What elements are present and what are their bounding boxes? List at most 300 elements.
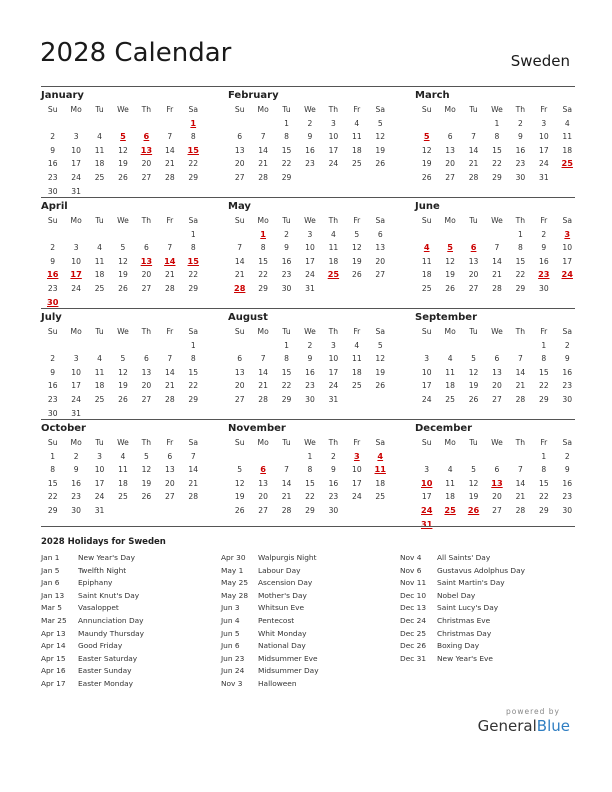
day-cell: 12: [375, 354, 386, 364]
calendar-grid: [41, 86, 575, 530]
day-cell: 24: [351, 492, 362, 502]
day-cell: 15: [188, 367, 199, 377]
weekday-header: Su: [234, 327, 245, 336]
day-cell: 6: [143, 243, 149, 253]
day-cell: 10: [305, 243, 315, 253]
day-cell: 14: [515, 478, 526, 488]
day-cell: 17: [562, 256, 573, 266]
day-cell: 31: [71, 408, 81, 418]
day-cell: 16: [562, 478, 573, 488]
weekday-header: Su: [47, 438, 58, 447]
weekday-header: Th: [515, 327, 526, 336]
day-cell: 17: [71, 381, 81, 391]
day-cell: 11: [118, 465, 128, 475]
day-cell: 22: [538, 492, 549, 502]
month-row: [41, 419, 575, 530]
day-cell: 13: [445, 145, 455, 155]
day-cell: 1: [190, 340, 196, 350]
holiday-item: [221, 565, 319, 578]
day-cell: 20: [468, 270, 479, 280]
day-cell: 2: [541, 229, 547, 239]
holiday-date: Mar 5: [41, 603, 62, 613]
holiday-item: [41, 602, 144, 615]
holiday-item: [400, 590, 525, 603]
day-cell: 8: [284, 354, 289, 364]
month-april: [41, 198, 205, 309]
holiday-date: Apr 13: [41, 628, 66, 638]
day-cell: 28: [188, 492, 199, 502]
day-cell: 8: [284, 132, 289, 142]
holiday-date: Nov 6: [400, 565, 422, 575]
holiday-date: Apr 30: [221, 553, 246, 562]
day-cell: 9: [517, 132, 523, 142]
day-cell: 16: [538, 256, 549, 266]
day-cell: 3: [73, 132, 79, 142]
holiday-item: [400, 577, 525, 590]
day-cell: 1: [50, 451, 56, 461]
weekday-header: Th: [141, 105, 152, 114]
day-cell: 5: [354, 229, 360, 239]
empty-cell: [438, 339, 461, 353]
day-cell: 28: [515, 505, 526, 515]
day-cell: 21: [188, 478, 199, 488]
holiday-item: [41, 628, 144, 641]
month-december: [415, 420, 579, 531]
holiday-item: [221, 602, 319, 615]
weekday-header: Th: [328, 438, 339, 447]
holiday-name: Annunciation Day: [78, 615, 144, 625]
weekday-header: Sa: [375, 105, 385, 114]
holiday-name: Vasaloppet: [78, 603, 119, 613]
day-cell: 16: [562, 367, 573, 377]
day-cell: 9: [330, 465, 336, 475]
empty-cell: [509, 450, 532, 464]
day-cell: 18: [328, 256, 339, 266]
weekday-header: We: [117, 105, 129, 114]
holiday-date: May 28: [221, 590, 249, 600]
empty-cell: [88, 339, 111, 353]
day-cell: 29: [492, 172, 502, 182]
month-march: [415, 87, 579, 185]
day-cell: 17: [538, 145, 549, 155]
day-grid: [415, 436, 579, 531]
day-cell: 29: [188, 283, 199, 293]
day-cell: 28: [281, 505, 292, 515]
holiday-date: Jun 4: [221, 615, 240, 625]
day-cell: 16: [515, 145, 526, 155]
holiday-item: [400, 640, 525, 653]
holiday-item: [221, 665, 319, 678]
day-cell: 30: [47, 186, 58, 196]
day-cell: 20: [258, 492, 268, 502]
day-cell: 1: [494, 118, 500, 128]
empty-cell: [111, 339, 134, 353]
weekday-header: Th: [328, 327, 339, 336]
day-cell: 24: [421, 394, 432, 404]
holiday-date: Nov 4: [400, 553, 422, 562]
brand-logo: [478, 707, 570, 735]
day-grid: [41, 325, 205, 420]
day-cell: 16: [305, 367, 315, 377]
holiday-item: [41, 565, 144, 578]
day-cell: 30: [538, 283, 549, 293]
day-cell: 14: [515, 367, 526, 377]
weekday-header: Su: [47, 105, 58, 114]
day-cell: 12: [445, 256, 455, 266]
day-cell: 2: [564, 451, 570, 461]
day-cell: 16: [305, 145, 315, 155]
empty-cell: [251, 117, 274, 131]
day-cell: 4: [97, 354, 102, 364]
holiday-day-cell: 28: [234, 282, 246, 293]
holiday-name: Saint Martin's Day: [437, 578, 505, 588]
day-cell: 3: [330, 118, 336, 128]
day-cell: 1: [284, 118, 289, 128]
weekday-header: Tu: [469, 216, 478, 225]
day-cell: 18: [445, 381, 455, 391]
month-november: [228, 420, 392, 518]
month-name: December: [415, 423, 473, 434]
day-cell: 29: [305, 505, 315, 515]
day-cell: 25: [351, 159, 362, 169]
day-cell: 2: [307, 340, 313, 350]
day-cell: 5: [377, 340, 383, 350]
month-name: March: [415, 90, 450, 101]
day-cell: 9: [50, 145, 56, 155]
month-name: May: [228, 201, 251, 212]
day-cell: 20: [141, 381, 152, 391]
weekday-header: Sa: [188, 327, 198, 336]
day-cell: 3: [330, 340, 336, 350]
day-cell: 15: [515, 256, 526, 266]
page-title: 2028 Calendar: [40, 38, 232, 68]
holiday-name: Boxing Day: [437, 641, 480, 651]
holiday-day-cell: 15: [187, 144, 199, 155]
weekday-header: Tu: [282, 327, 291, 336]
empty-cell: [462, 450, 485, 464]
day-cell: 21: [281, 492, 292, 502]
day-cell: 8: [50, 465, 56, 475]
day-cell: 20: [141, 159, 152, 169]
day-cell: 22: [538, 381, 549, 391]
day-cell: 27: [445, 172, 455, 182]
country-label: Sweden: [510, 52, 570, 70]
weekday-header: Mo: [444, 438, 456, 447]
day-cell: 26: [351, 270, 362, 280]
day-cell: 8: [260, 243, 266, 253]
day-cell: 17: [71, 159, 81, 169]
holiday-item: [221, 590, 319, 603]
day-cell: 13: [141, 367, 152, 377]
holiday-date: Jun 6: [221, 641, 240, 651]
weekday-header: Mo: [70, 105, 82, 114]
month-name: June: [415, 201, 440, 212]
day-cell: 31: [328, 394, 339, 404]
day-cell: 10: [71, 145, 81, 155]
day-cell: 19: [375, 367, 386, 377]
day-cell: 27: [234, 394, 245, 404]
day-cell: 16: [281, 256, 292, 266]
holiday-name: Mother's Day: [258, 590, 307, 600]
day-cell: 5: [120, 354, 126, 364]
day-cell: 18: [351, 145, 362, 155]
holiday-date: Jan 1: [41, 553, 60, 562]
holiday-name: Whitsun Eve: [258, 603, 305, 613]
day-cell: 3: [73, 354, 79, 364]
day-cell: 28: [515, 394, 526, 404]
day-cell: 16: [47, 381, 58, 391]
empty-cell: [88, 228, 111, 242]
day-grid: [415, 103, 579, 185]
month-name: July: [41, 312, 62, 323]
weekday-header: Tu: [282, 216, 291, 225]
day-cell: 22: [188, 159, 199, 169]
day-cell: 18: [94, 159, 105, 169]
day-cell: 15: [492, 145, 502, 155]
day-cell: 29: [281, 394, 292, 404]
day-cell: 27: [258, 505, 268, 515]
holiday-day-cell: 25: [444, 504, 456, 515]
empty-cell: [251, 450, 274, 464]
holiday-item: [400, 628, 525, 641]
day-cell: 26: [141, 492, 152, 502]
weekday-header: Tu: [469, 327, 478, 336]
holiday-day-cell: 3: [564, 228, 571, 239]
day-cell: 9: [541, 243, 547, 253]
day-cell: 11: [351, 354, 362, 364]
holiday-day-cell: 6: [143, 131, 150, 142]
day-cell: 18: [421, 270, 432, 280]
weekday-header: We: [304, 216, 316, 225]
weekday-header: Mo: [70, 327, 82, 336]
day-cell: 8: [541, 354, 547, 364]
month-may: [228, 198, 392, 296]
holiday-item: [221, 615, 319, 628]
day-cell: 27: [141, 283, 152, 293]
day-cell: 26: [468, 394, 479, 404]
weekday-header: Su: [47, 216, 58, 225]
day-cell: 14: [258, 145, 268, 155]
weekday-header: Fr: [166, 105, 174, 114]
brand-name-general: General: [477, 717, 537, 735]
day-cell: 12: [421, 145, 432, 155]
empty-cell: [275, 450, 298, 464]
day-cell: 17: [421, 492, 432, 502]
day-cell: 31: [71, 186, 81, 196]
day-cell: 11: [421, 256, 432, 266]
day-cell: 4: [447, 465, 453, 475]
day-cell: 2: [330, 451, 336, 461]
day-cell: 29: [188, 394, 199, 404]
weekday-header: Sa: [562, 438, 572, 447]
day-cell: 14: [492, 256, 502, 266]
day-cell: 21: [258, 381, 268, 391]
day-cell: 11: [445, 478, 455, 488]
empty-cell: [415, 450, 438, 464]
holiday-item: [221, 552, 319, 565]
day-cell: 11: [351, 132, 362, 142]
holiday-item: [221, 640, 319, 653]
holiday-day-cell: 25: [327, 269, 340, 280]
day-cell: 20: [164, 478, 175, 488]
day-cell: 13: [468, 256, 479, 266]
empty-cell: [228, 450, 251, 464]
holiday-day-cell: 13: [491, 477, 503, 488]
day-cell: 21: [234, 270, 245, 280]
day-cell: 6: [237, 132, 243, 142]
holiday-date: Dec 26: [400, 641, 427, 651]
day-cell: 10: [351, 465, 362, 475]
day-cell: 2: [307, 118, 313, 128]
day-cell: 15: [258, 256, 268, 266]
holiday-column: [41, 552, 144, 691]
empty-cell: [485, 228, 508, 242]
day-cell: 27: [141, 394, 152, 404]
day-cell: 9: [564, 354, 570, 364]
day-cell: 7: [494, 243, 500, 253]
weekday-header: Th: [141, 327, 152, 336]
holiday-date: May 25: [221, 578, 249, 588]
day-cell: 24: [328, 381, 339, 391]
day-cell: 8: [517, 243, 523, 253]
holiday-date: Jun 23: [221, 653, 245, 663]
day-cell: 26: [234, 505, 245, 515]
day-cell: 11: [94, 145, 105, 155]
holiday-item: [41, 590, 144, 603]
holiday-name: Ascension Day: [258, 578, 313, 588]
day-cell: 2: [73, 451, 79, 461]
weekday-header: Fr: [353, 327, 361, 336]
day-cell: 18: [445, 492, 455, 502]
day-cell: 7: [167, 243, 173, 253]
day-cell: 12: [141, 465, 152, 475]
day-cell: 18: [94, 381, 105, 391]
day-cell: 7: [471, 132, 476, 142]
day-cell: 28: [164, 394, 175, 404]
day-cell: 30: [281, 283, 292, 293]
day-cell: 27: [468, 283, 479, 293]
holiday-day-cell: 4: [377, 450, 384, 461]
holiday-name: Saint Knut's Day: [78, 590, 140, 600]
holiday-name: Easter Sunday: [78, 666, 132, 676]
holiday-name: Walpurgis Night: [258, 553, 317, 562]
holiday-date: May 1: [221, 565, 244, 575]
holiday-name: Whit Monday: [258, 628, 307, 638]
day-cell: 7: [237, 243, 243, 253]
day-cell: 6: [167, 451, 173, 461]
weekday-header: Tu: [469, 105, 478, 114]
holiday-item: [41, 653, 144, 666]
day-cell: 28: [258, 394, 268, 404]
day-cell: 7: [260, 132, 266, 142]
day-cell: 12: [118, 256, 128, 266]
empty-cell: [415, 117, 438, 131]
day-cell: 28: [164, 172, 175, 182]
day-cell: 21: [468, 159, 479, 169]
holiday-day-cell: 13: [140, 255, 153, 266]
day-cell: 31: [305, 283, 315, 293]
holiday-name: Maundy Thursday: [78, 628, 145, 638]
empty-cell: [462, 339, 485, 353]
month-row: [41, 197, 575, 308]
day-cell: 3: [307, 229, 313, 239]
day-cell: 20: [445, 159, 455, 169]
weekday-header: Sa: [375, 438, 385, 447]
day-cell: 10: [421, 367, 432, 377]
day-cell: 6: [494, 465, 500, 475]
holiday-date: Mar 25: [41, 615, 67, 625]
day-cell: 23: [305, 159, 315, 169]
weekday-header: Fr: [540, 327, 548, 336]
grid-bottom-divider: [41, 526, 575, 527]
empty-cell: [509, 339, 532, 353]
month-june: [415, 198, 579, 296]
holiday-name: Nobel Day: [437, 590, 476, 600]
weekday-header: We: [491, 438, 503, 447]
day-cell: 7: [284, 465, 289, 475]
weekday-header: Fr: [540, 438, 548, 447]
day-cell: 17: [421, 381, 432, 391]
brand-name: [478, 717, 570, 735]
day-cell: 7: [517, 354, 523, 364]
day-cell: 22: [492, 159, 502, 169]
day-cell: 12: [118, 367, 128, 377]
holiday-item: [221, 577, 319, 590]
holiday-day-cell: 31: [421, 518, 433, 529]
day-cell: 13: [375, 243, 386, 253]
weekday-header: Su: [234, 105, 245, 114]
day-cell: 24: [328, 159, 339, 169]
month-name: September: [415, 312, 477, 323]
weekday-header: Sa: [188, 216, 198, 225]
day-cell: 12: [234, 478, 245, 488]
empty-cell: [415, 339, 438, 353]
day-cell: 19: [375, 145, 386, 155]
day-cell: 5: [237, 465, 243, 475]
day-cell: 27: [492, 394, 502, 404]
day-cell: 2: [50, 243, 56, 253]
holiday-item: [41, 640, 144, 653]
day-cell: 10: [328, 354, 339, 364]
holiday-day-cell: 10: [421, 477, 433, 488]
day-cell: 19: [118, 159, 128, 169]
day-cell: 3: [73, 243, 79, 253]
day-cell: 18: [375, 478, 386, 488]
day-cell: 12: [118, 145, 128, 155]
day-cell: 24: [71, 394, 81, 404]
weekday-header: Mo: [257, 105, 269, 114]
day-cell: 10: [71, 367, 81, 377]
empty-cell: [228, 117, 251, 131]
day-cell: 22: [188, 270, 199, 280]
holiday-date: Nov 11: [400, 578, 427, 588]
holiday-item: [400, 615, 525, 628]
day-cell: 21: [515, 492, 526, 502]
day-cell: 24: [305, 270, 315, 280]
holiday-name: Epiphany: [78, 578, 113, 588]
day-cell: 4: [97, 132, 102, 142]
day-cell: 27: [141, 172, 152, 182]
day-grid: [228, 325, 392, 407]
month-september: [415, 309, 579, 407]
holiday-item: [41, 552, 144, 565]
empty-cell: [41, 339, 64, 353]
holiday-name: National Day: [258, 641, 306, 651]
day-cell: 6: [237, 354, 243, 364]
day-cell: 23: [47, 283, 58, 293]
weekday-header: Sa: [375, 327, 385, 336]
day-cell: 22: [305, 492, 315, 502]
